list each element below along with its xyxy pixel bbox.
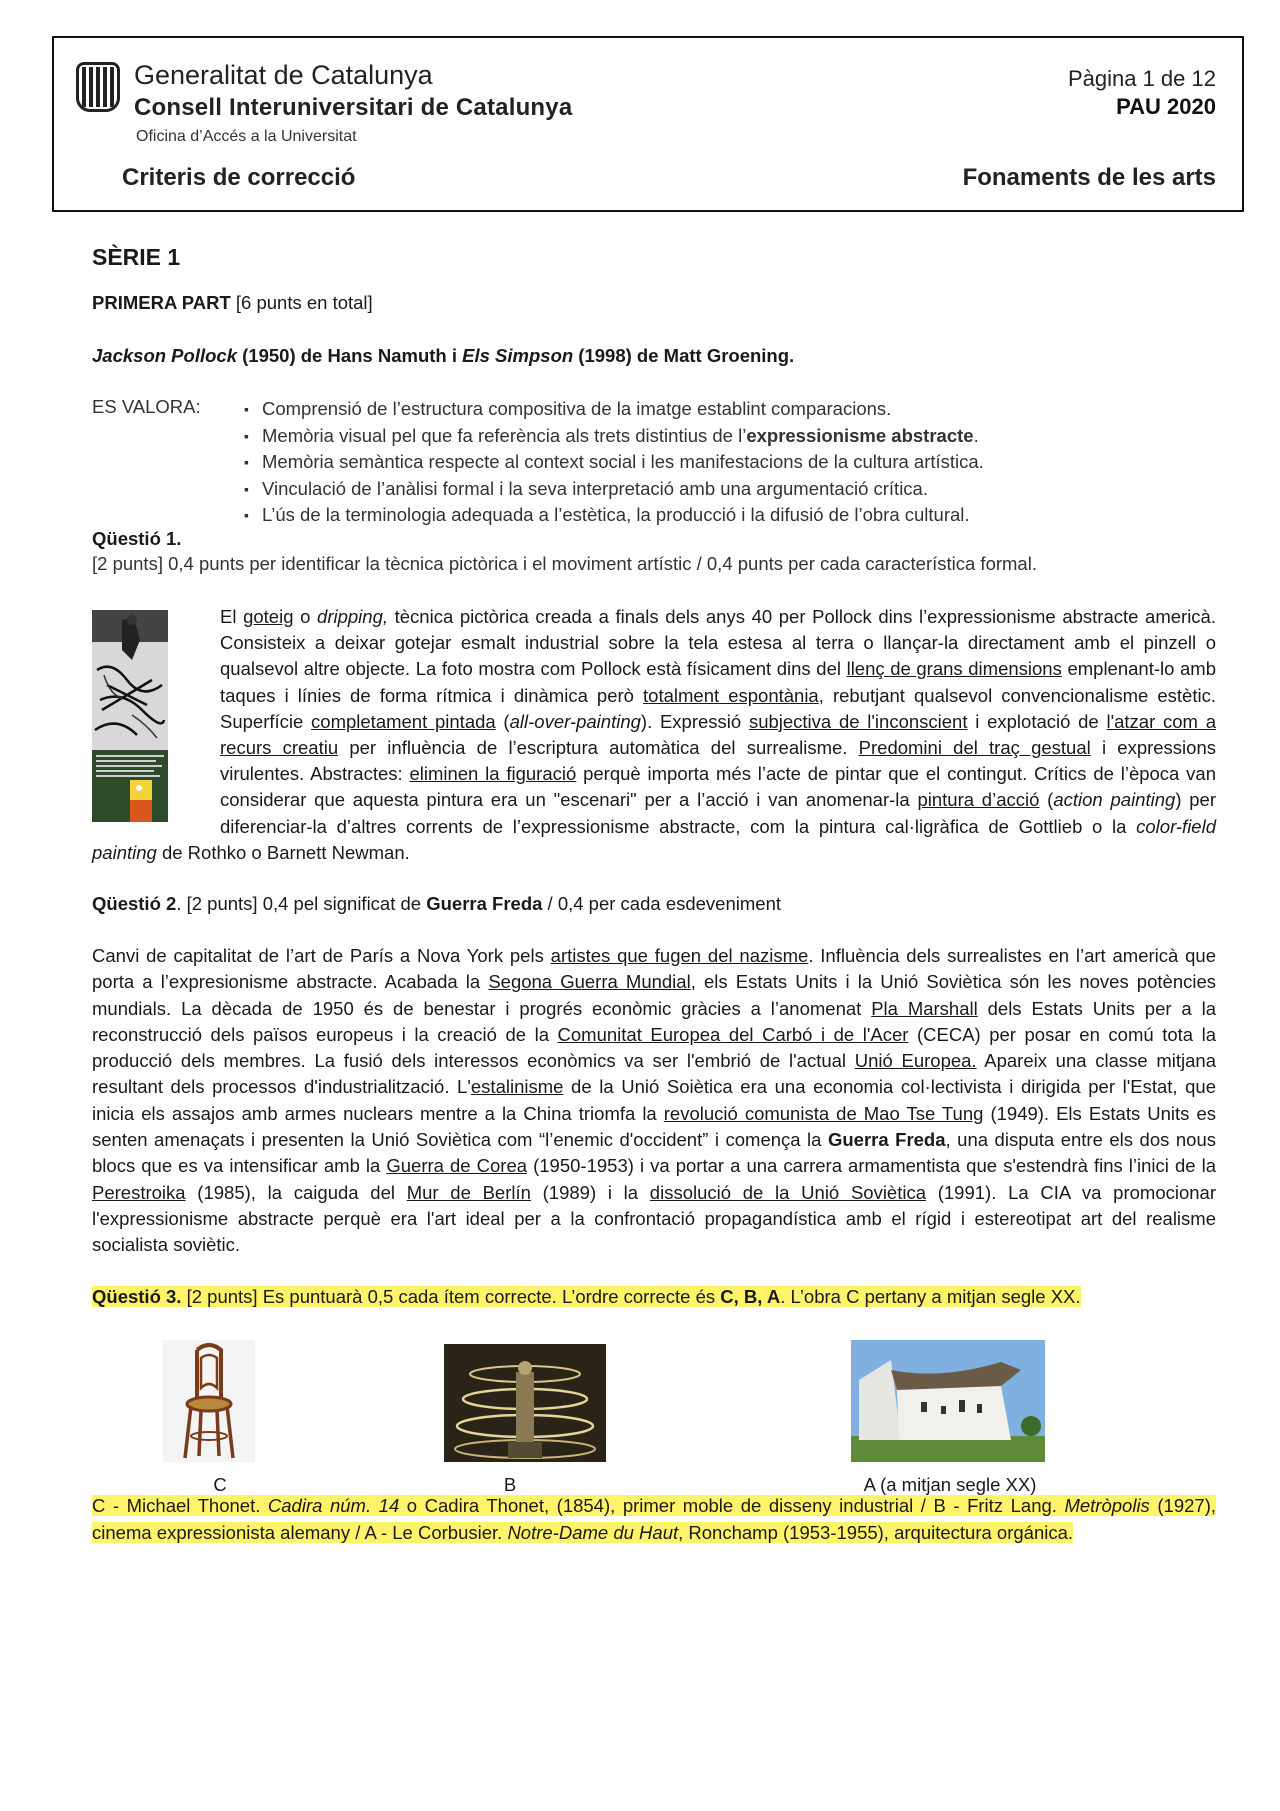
text: (1927), cinema expressionista alemany / A - Le Corbusier. [92, 1495, 1216, 1543]
text: ). Expressió [640, 710, 749, 732]
key-term: goteig [243, 606, 294, 627]
q1-answer-paragraph [92, 604, 1216, 866]
valora-item-bold: expressionisme abstracte [746, 424, 974, 446]
text: (CECA) per posar en comú tota la producció dels membres. La fusió dels interessos econòmics va ser l'embrió de l'actual [92, 1023, 1216, 1072]
text: , Ronchamp (1953-1955), arquitectura orgánica. [678, 1522, 1074, 1543]
key-term: eliminen la figuració [409, 763, 577, 785]
valora-item [244, 423, 984, 450]
text: , una disputa entre els dos nous blocs que es va intensificar amb la [92, 1129, 1216, 1177]
text: (1991). La CIA va promocionar l'expressionisme abstracte perquè era l'art ideal per a la confrontació propagandística amb el rígid i estereotipat art del realisme socialista soviètic. [92, 1181, 1217, 1256]
q1-points: [2 punts] 0,4 punts per identificar la tècnica pictòrica i el moviment artístic / 0,4 punts per cada característica formal. [92, 553, 1037, 574]
text: emplenant-lo amb taques i línies de forma rítmica i dinàmica però [220, 658, 1216, 706]
text: (1949). Els Estats Units es senten amenaçats i presenten la Unió Soviètica com “l’enemic d'occident” i comença la [92, 1102, 1216, 1151]
document-header [52, 36, 1244, 212]
italic-term: action painting [1053, 789, 1176, 811]
q2-heading [92, 893, 781, 915]
text: , rebutjant qualsevol convencionalisme estètic. Superfície [220, 684, 1216, 732]
key-term: Mur de Berlín [406, 1181, 531, 1203]
q2-answer-paragraph [92, 943, 1216, 1259]
key-term: llenç de grans dimensions [846, 658, 1062, 680]
bold-term: Guerra Freda [827, 1129, 946, 1151]
italic-term: color-field painting [92, 815, 1216, 863]
valora-item: ▪ L’ús de la terminologia adequada a l’estètica, la producció i la difusió de l’obra cultural. [244, 502, 984, 529]
text: de la Unió Soiètica era una economia col·lectivista i dirigida per l'Estat, que inicia els assajos amb armes nuclears mentre a la China triomfa la [92, 1076, 1216, 1124]
key-term: completament pintada [311, 710, 496, 732]
valora-item: ▪ Memòria semàntica respecte al context social i les manifestacions de la cultura artística. [244, 449, 984, 476]
text: i explotació de [967, 710, 1107, 732]
key-term: Comunitat Europea del Carbó i de l'Acer [557, 1023, 909, 1045]
text: o Cadira Thonet, (1854), primer moble de disseny industrial / B - Fritz Lang. [399, 1495, 1065, 1516]
text: El [220, 606, 244, 627]
ronchamp-illustration [851, 1340, 1045, 1462]
doc-type: Criteris de correcció [122, 164, 356, 191]
valora-item: ▪ Vinculació de l’anàlisi formal i la seva interpretació amb una argumentació crítica. [244, 476, 984, 503]
key-term: Segona Guerra Mundial [488, 971, 691, 993]
key-term: Perestroika [92, 1181, 186, 1203]
works-title [92, 345, 794, 367]
work-title-part: (1950) de Hans Namuth i [236, 345, 463, 366]
exam-name: PAU 2020 [1116, 94, 1216, 119]
q3-answer-paragraph [92, 1492, 1216, 1546]
key-term: estalinisme [470, 1076, 564, 1098]
valora-item-text: . [973, 424, 979, 446]
caption-text: segle XX) [951, 1474, 1037, 1495]
text: (1989) i la [530, 1181, 650, 1203]
text: Canvi de capitalitat de l’art de París a Nova York pels [92, 945, 551, 966]
text: o [293, 606, 318, 627]
text: de Rothko o Barnett Newman. [156, 841, 410, 863]
primera-part-label: PRIMERA PART [92, 292, 231, 313]
generalitat-crest-icon [76, 62, 120, 112]
thonet-chair-image [163, 1340, 255, 1462]
text: C - Michael Thonet. [92, 1495, 268, 1516]
primera-part-heading [92, 292, 373, 314]
subject-name: Fonaments de les arts [962, 164, 1216, 191]
metropolis-image [444, 1344, 606, 1462]
q3-points: [2 punts] Es puntuarà 0,5 cada ítem correcte. L’ordre correcte és [181, 1286, 721, 1307]
org-name-consell: Consell Interuniversitari de Catalunya [134, 94, 573, 121]
q3-points: . L’obra C pertany a mitjan segle XX. [780, 1286, 1081, 1307]
text: , els Estats Units i la Unió Soviètica són les noves potències mundials. La dècada de 1950 és de benestar i progrés econòmic gràcies a l’anomenat [92, 971, 1217, 1019]
italic-term: Metròpolis [1064, 1495, 1150, 1516]
q2-title: Qüestió 2 [92, 893, 177, 914]
page-number: Pàgina 1 de 12 [1067, 66, 1216, 91]
key-term: l'atzar com a recurs creatiu [220, 710, 1216, 759]
q1-title: Qüestió 1. [92, 528, 182, 549]
text: perquè importa més l’acte de pintar que el contingut. Crítics de l’època van considerar que aquesta pintura era un "escenari" per a l’acció i van anomenar-la [220, 763, 1216, 811]
q2-points: / 0,4 per cada esdeveniment [542, 893, 782, 914]
caption-c: C [213, 1474, 227, 1495]
q3-highlight [92, 1286, 1081, 1307]
q3-answer-highlight [92, 1495, 1216, 1543]
text: ( [495, 710, 510, 732]
text: dels Estats Units per a la reconstrucció dels països europeus i la creació de la [92, 997, 1216, 1045]
key-term: subjectiva de l'inconscient [748, 710, 968, 732]
text: Apareix una classe mitjana resultant dels processos d'industrialització. L' [92, 1050, 1216, 1098]
q3-order: C, B, A [720, 1286, 781, 1307]
valora-list [244, 396, 984, 529]
text: ) per diferenciar-la d’altres corrents de l’expressionisme abstracte, com la pintura cal·ligràfica de Gottlieb o la [220, 789, 1216, 837]
text: tècnica pictòrica creada a finals dels anys 40 per Pollock dins l’expressionisme abstracte americà. Consisteix a deixar gotejar esmalt industrial sobre la tela estesa al terra o llançar-la directament amb el pinzell o qualsevol altre objecte. La foto mostra com Pollock està físicament dins del [220, 606, 1216, 680]
valora-item: ▪ Comprensió de l’estructura compositiva de la imatge establint comparacions. [244, 396, 984, 423]
work-title-simpsons: Els Simpson [462, 345, 574, 366]
italic-term: all-over-painting [509, 710, 641, 732]
key-term: Pla Marshall [871, 997, 978, 1019]
key-term: pintura d’acció [917, 789, 1040, 811]
q3-heading [92, 1286, 1081, 1308]
caption-b: B [503, 1474, 517, 1495]
key-term: Unió Europea. [854, 1050, 977, 1072]
org-name-generalitat: Generalitat de Catalunya [134, 60, 433, 90]
org-name-oficina: Oficina d’Accés a la Universitat [136, 128, 357, 145]
italic-term: dripping, [317, 606, 388, 627]
text: (1950-1953) i va portar a una carrera armamentista que s'estendrà fins l’inici de la [527, 1155, 1216, 1177]
key-term: Predomini del traç gestual [858, 737, 1091, 759]
text: per influència de l’escriptura automàtica del surrealisme. [338, 737, 859, 759]
caption-text: mitjan [901, 1474, 952, 1495]
q2-points: . [2 punts] 0,4 pel significat de [176, 893, 427, 914]
serie-heading: SÈRIE 1 [92, 244, 181, 270]
image-spacer [92, 604, 220, 814]
q3-title: Qüestió 3. [92, 1286, 182, 1307]
italic-term: Cadira núm. 14 [267, 1495, 400, 1516]
key-term: Guerra de Corea [386, 1155, 528, 1177]
work-title-part: (1998) de Matt Groening. [573, 345, 795, 366]
key-term: revolució comunista de Mao Tse Tung [663, 1102, 984, 1124]
text: ( [1039, 789, 1054, 811]
caption-text: A (a [863, 1474, 902, 1495]
ronchamp-image [851, 1340, 1045, 1462]
italic-term: Notre-Dame du Haut [507, 1522, 679, 1543]
text: (1985), la caiguda del [185, 1181, 407, 1203]
work-title-pollock: Jackson Pollock [92, 345, 237, 366]
valora-item-text: Memòria visual pel que fa referència als trets distintius de l’ [262, 424, 747, 446]
key-term: dissolució de la Unió Soviètica [649, 1181, 927, 1203]
thonet-chair-illustration [163, 1340, 255, 1462]
metropolis-illustration [444, 1344, 606, 1462]
q2-points-bold: Guerra Freda [426, 893, 543, 914]
key-term: totalment espontània [643, 684, 819, 706]
valora-label: ES VALORA: [92, 396, 201, 417]
text: . Influència dels surrealistes en l’art americà que porta a l’expresionisme abstracte. Acabada la [92, 945, 1217, 993]
key-term: artistes que fugen del nazisme [550, 945, 809, 966]
text: i expressions virulentes. Abstractes: [220, 737, 1216, 785]
primera-part-points: [6 punts en total] [235, 292, 373, 313]
